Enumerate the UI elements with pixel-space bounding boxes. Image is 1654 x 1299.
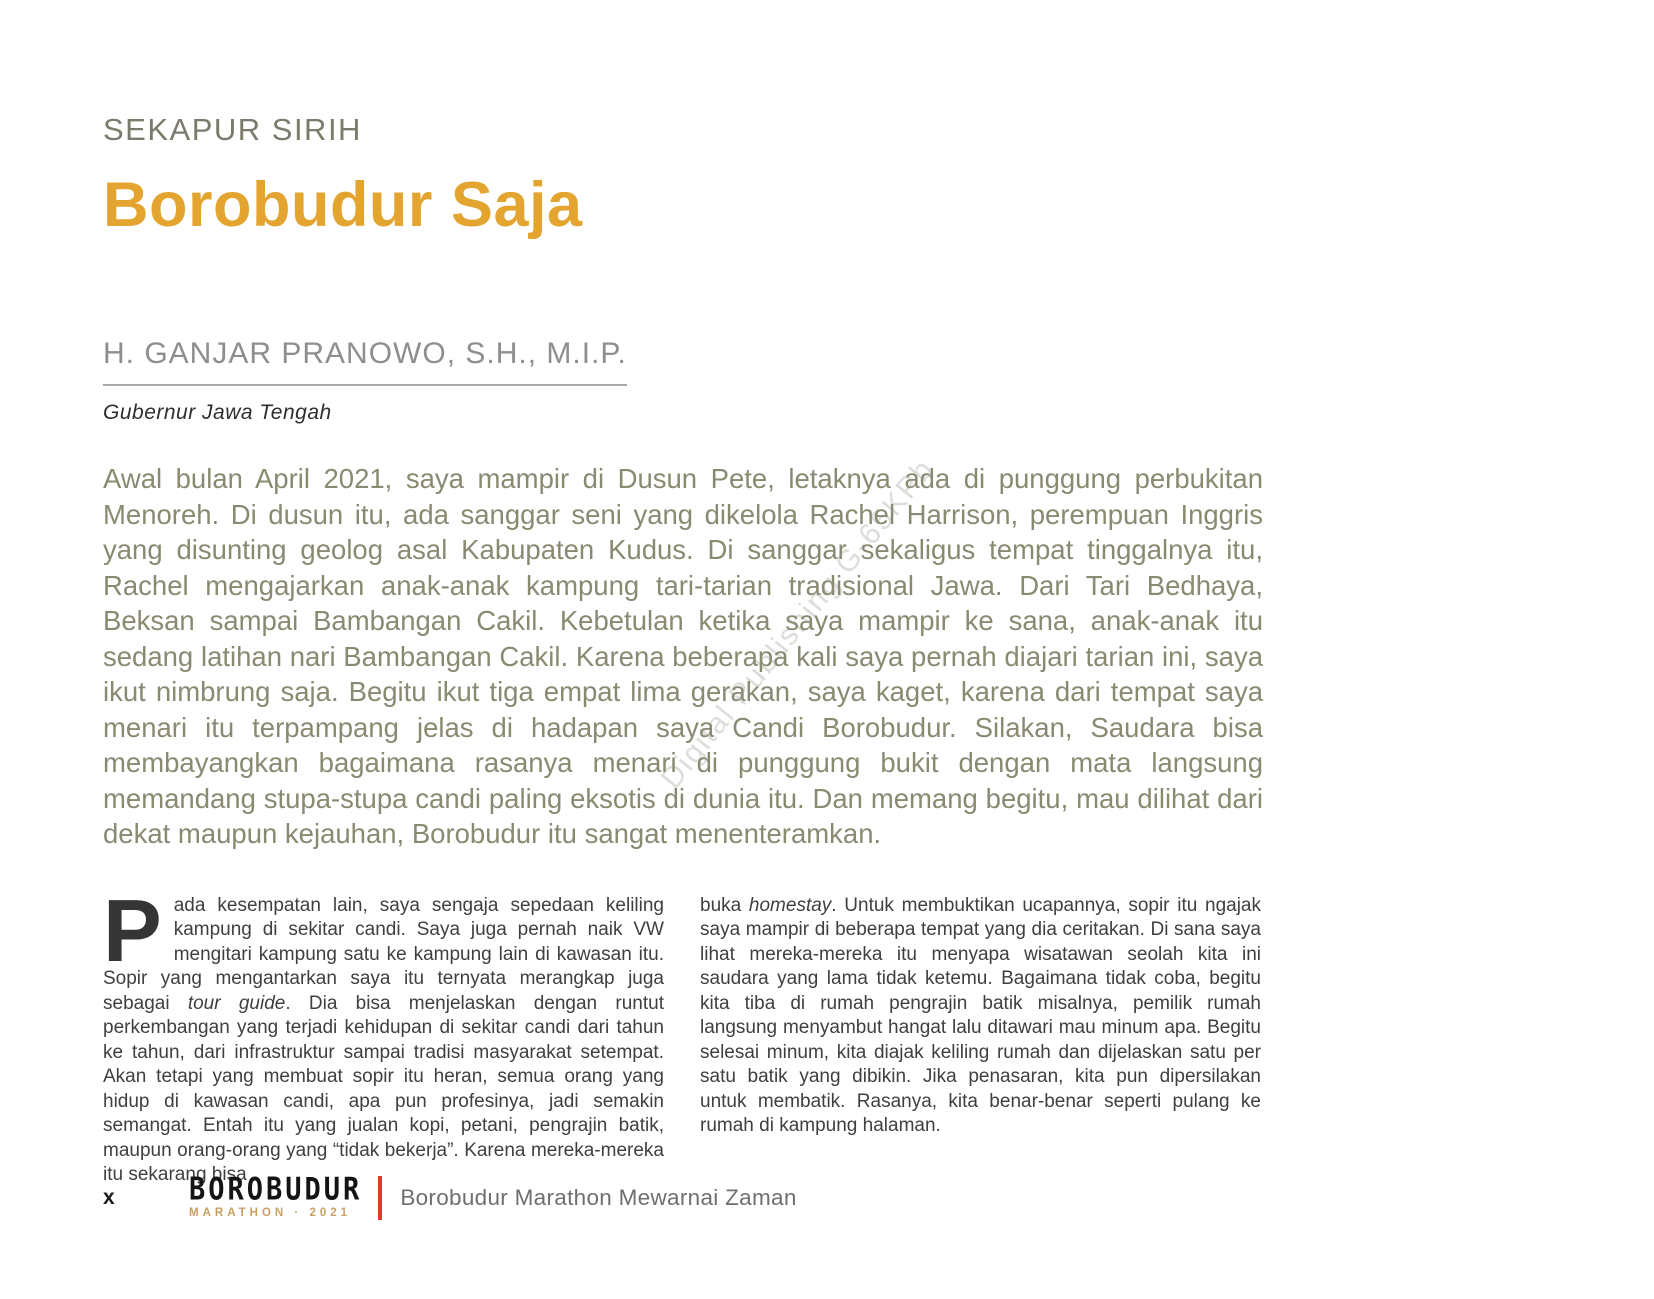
page-footer	[103, 1171, 797, 1220]
column-right-text: buka homestay. Untuk membuktikan ucapannya, sopir itu ngajak saya mampir di beberapa tempat yang dia ceritakan. Di sana saya lihat mereka-mereka itu menyapa wisatawan seolah kita ini saudara yang lama tidak ketemu. Bagaimana tidak coba, begitu kita tiba di rumah pengrajin batik misalnya, pemilik rumah langsung menyambut hangat lalu ditawari mau minum apa. Begitu selesai minum, kita diajak keliling rumah dan dijelaskan satu per satu batik yang dibikin. Jika penasaran, kita pun dipersilakan untuk membatik. Rasanya, kita benar-benar seperti pulang ke rumah di kampung halaman.	[700, 894, 1261, 1137]
author-role: Gubernur Jawa Tengah	[103, 401, 332, 425]
column-left-text: ada kesempatan lain, saya sengaja sepedaan keliling kampung di sekitar candi. Saya juga pernah naik VW mengitari kampung satu ke kampung lain di kawasan itu. Sopir yang mengantarkan saya itu ternyata merangkap juga sebagai tour guide. Dia bisa menjelaskan dengan runtut perkembangan yang terjadi kehidupan di sekitar candi dari tahun ke tahun, dari infrastruktur sampai tradisi masyarakat setempat. Akan tetapi yang membuat sopir itu heran, semua orang yang hidup di kawasan candi, apa pun profesinya, jadi semakin semangat. Entah itu yang jualan kopi, petani, pengrajin batik, maupun orang-orang yang “tidak bekerja”. Karena mereka-mereka itu sekarang bisa	[103, 894, 664, 1186]
red-divider-bar	[378, 1176, 382, 1220]
logo-subtitle: MARATHON · 2021	[189, 1207, 352, 1220]
column-left	[103, 880, 664, 1188]
page-content	[103, 112, 1263, 1188]
footer-tagline: Borobudur Marathon Mewarnai Zaman	[400, 1185, 797, 1210]
section-eyebrow: SEKAPUR SIRIH	[103, 112, 362, 147]
page-title: Borobudur Saja	[103, 170, 583, 240]
borobudur-marathon-logo	[189, 1171, 363, 1220]
logo-wordmark: BOROBUDUR	[189, 1171, 363, 1208]
drop-cap: P	[103, 880, 162, 980]
intro-paragraph: Awal bulan April 2021, saya mampir di Dusun Pete, letaknya ada di punggung perbukitan Menoreh. Di dusun itu, ada sanggar seni yang dikelola Rachel Harrison, perempuan Inggris yang disunting geolog asal Kabupaten Kudus. Di sanggar sekaligus tempat tinggalnya itu, Rachel mengajarkan anak-anak kampung tari-tarian tradisional Jawa. Dari Tari Bedhaya, Beksan sampai Bambangan Cakil. Kebetulan ketika saya mampir ke sana, anak-anak itu sedang latihan nari Bambangan Cakil. Karena beberapa kali saya pernah diajari tarian ini, saya ikut nimbrung saja. Begitu ikut tiga empat lima gerakan, saya kaget, karena dari tempat saya menari itu terpampang jelas di hadapan saya Candi Borobudur. Silakan, Saudara bisa membayangkan bagaimana rasanya menari di punggung bukit dengan mata langsung memandang stupa-stupa candi paling eksotis di dunia itu. Dan memang begitu, mau dilihat dari dekat maupun kejauhan, Borobudur itu sangat menenteramkan.	[103, 463, 1263, 850]
two-column-section	[103, 880, 1263, 1188]
page-number: x	[103, 1186, 115, 1209]
diagonal-watermark: Digital Publishing G-65KPb	[654, 452, 941, 796]
column-right	[700, 894, 1261, 1188]
author-name: H. GANJAR PRANOWO, S.H., M.I.P.	[103, 337, 627, 386]
